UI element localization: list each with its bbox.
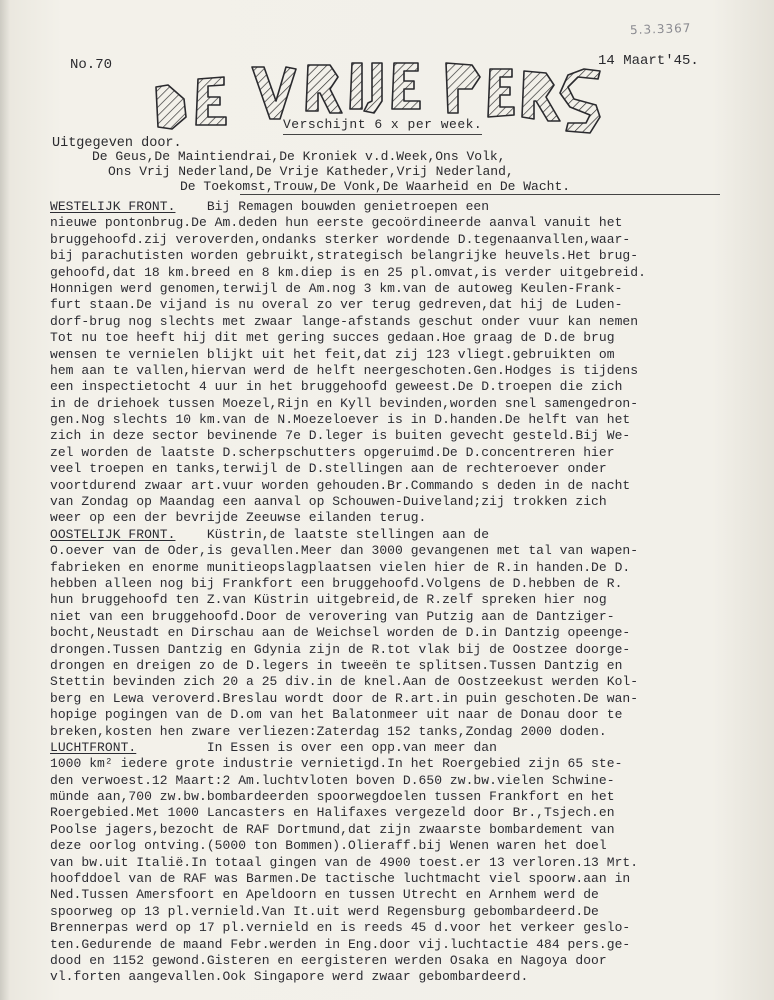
text-line: drongen.Tussen Dantzig en Gdynia zijn de R.tot vlak bij de Oostzee doorge- xyxy=(50,641,631,657)
text-line: fabrieken en enorme munitieopslagplaatsen vielen hier de R.in handen.De D. xyxy=(50,559,631,575)
text-line xyxy=(50,527,730,543)
section-heading: OOSTELIJK FRONT. xyxy=(50,526,176,542)
text-line: veel troepen en tanks,terwijl de D.stellingen aan de rechteroever onder xyxy=(50,461,607,477)
section-heading: WESTELIJK FRONT. xyxy=(50,199,176,214)
text-line: bij parachutisten worden gebruikt,strategisch belangrijke heuvels.Het brug- xyxy=(50,248,639,264)
text-line: Honnigen werd genomen,terwijl de Am.nog 3 km.van de autoweg Keulen-Frank- xyxy=(50,280,623,296)
text-line: hopige pogingen van de D.om van het Balatonmeer uit naar de Donau door te xyxy=(50,707,623,723)
text-line: münde aan,700 zw.bw.bombardeerden spoorwegdoelen tussen Frankfort en het xyxy=(50,789,615,805)
archive-pencil-mark: 5.3.3367 xyxy=(629,20,692,38)
text-line: furt staan.De vijand is nu overal zo ver terug gedreven,dat hij de Luden- xyxy=(50,297,623,313)
text-line xyxy=(50,740,730,756)
header-divider xyxy=(240,194,720,195)
text-line: dorf-brug nog slechts met zwaar lange-afstands geschut onder vuur kan nemen xyxy=(50,313,639,329)
text-line: 1000 km² iedere grote industrie vernietigd.In het Roergebied zijn 65 ste- xyxy=(50,756,623,772)
text-line: zel worden de laatste D.scherpschutters opgeruimd.De D.concentreren hier xyxy=(50,444,615,460)
text-line: drongen en dreigen zo de D.legers in tweeën te splitsen.Tussen Dantzig en xyxy=(50,657,623,673)
text-line: gen.Nog slechts 10 km.van de N.Moezeloever is in D.handen.De helft van het xyxy=(50,412,631,428)
text-line: voortdurend zwaar art.vuur worden gehouden.Br.Commando s deden in de nacht xyxy=(50,477,631,493)
text-line: wensen te vernielen blijkt uit het feit,dat zij 123 vliegt.gebruikten om xyxy=(50,346,615,362)
paper-edge-shadow xyxy=(0,0,10,1000)
text-line: hebben alleen nog bij Frankfort een bruggehoofd.Volgens de D.hebben de R. xyxy=(50,575,623,591)
publisher-line: Ons Vrij Nederland,De Vrije Katheder,Vrij Nederland, xyxy=(108,164,514,179)
issue-number: No.70 xyxy=(70,57,113,73)
section-lead-text: In Essen is over een opp.van meer dan xyxy=(136,739,497,755)
issue-date: 14 Maart'45. xyxy=(598,53,699,69)
section-lead-text: Bij Remagen bouwden genietroepen een xyxy=(175,199,490,214)
text-line: nieuwe pontonbrug.De Am.deden hun eerste gecoördineerde aanval vanuit het xyxy=(50,215,623,231)
text-line xyxy=(50,199,730,215)
text-line: weer op een der bevrijde Zeeuwse eilanden terug. xyxy=(50,510,427,526)
text-line: zich in deze sector bevinende 7e D.leger is buiten gevecht gesteld.Bij We- xyxy=(50,428,631,444)
text-line: ten.Gedurende de maand Febr.werden in Eng.door vij.luchtactie 484 pers.ge- xyxy=(50,936,631,952)
text-line: berg en Lewa veroverd.Breslau wordt door de R.art.in puin geschoten.De wan- xyxy=(50,690,639,706)
text-line: hun bruggehoofd ten Z.van Küstrin uitgebreid,de R.zelf spreken hier nog xyxy=(50,592,607,608)
text-line: Ned.Tussen Amersfoort en Apeldoorn en tussen Utrecht en Arnhem werd de xyxy=(50,887,599,903)
text-line: spoorweg op 13 pl.vernield.Van It.uit werd Regensburg gebombardeerd.De xyxy=(50,903,599,919)
text-line: hem aan te vallen,hiervan werd de helft neergeschoten.Gen.Hodges is tijdens xyxy=(50,362,639,378)
publication-frequency: Verschijnt 6 x per week. xyxy=(283,117,482,135)
publisher-label: Uitgegeven door. xyxy=(52,136,182,151)
text-line: bruggehoofd.zij veroverden,ondanks sterker wordende D.tegenaanvallen,waar- xyxy=(50,231,631,247)
section-heading: LUCHTFRONT. xyxy=(50,739,137,755)
text-line: Roergebied.Met 1000 Lancasters en Halifaxes vergezeld door Br.,Tsjech.en xyxy=(50,805,615,821)
text-line: een inspectietocht 4 uur in het bruggehoofd geweest.De D.troepen die zich xyxy=(50,379,623,395)
text-line: gehoofd,dat 18 km.breed en 8 km.diep is en 25 pl.omvat,is verder uitgebreid. xyxy=(50,264,646,280)
text-line: Stettin bevinden zich 20 a 25 div.in de knel.Aan de Oostzeekust werden Kol- xyxy=(50,674,639,690)
text-line: van bw.uit Italië.In totaal gingen van de 4900 toest.er 13 verloren.13 Mrt. xyxy=(50,854,639,870)
publisher-line: De Geus,De Maintiendrai,De Kroniek v.d.Week,Ons Volk, xyxy=(92,149,506,164)
text-line: in de driehoek tussen Moezel,Rijn en Kyll bevinden,worden snel samengedron- xyxy=(50,395,639,411)
text-line: niet van een bruggehoofd.Door de verovering van Putzig aan de Dantziger- xyxy=(50,608,615,624)
news-body xyxy=(50,199,730,986)
publisher-line: De Toekomst,Trouw,De Vonk,De Waarheid en De Wacht. xyxy=(180,179,571,194)
text-line: bocht,Neustadt en Dirschau aan de Weichsel worden de D.in Dantzig opeenge- xyxy=(50,625,631,641)
text-line: van Zondag op Maandag een aanval op Schouwen-Duiveland;zij trokken zich xyxy=(50,494,607,510)
text-line: Brennerpas werd op 17 pl.vernield en is reeds 45 d.voor het verkeer geslo- xyxy=(50,920,631,936)
text-line: Poolse jagers,bezocht de RAF Dortmund,dat zijn zwaarste bombardement van xyxy=(50,821,615,837)
text-line: O.oever van de Oder,is gevallen.Meer dan 3000 gevangenen met tal van wapen- xyxy=(50,543,639,559)
text-line: Tot nu toe heeft hij dit met gering succes gedaan.Hoe graag de D.de brug xyxy=(50,330,615,346)
text-line: deze oorlog ontving.(5000 ton Bommen).Olieraff.bij Wenen waren het doel xyxy=(50,838,607,854)
text-line: dood en 1152 gewond.Gisteren en eergisteren werden Osaka en Nagoya door xyxy=(50,952,607,968)
section-lead-text: Küstrin,de laatste stellingen aan de xyxy=(175,526,490,542)
text-line: hoofddoel van de RAF was Barmen.De tactische luchtmacht viel spoorw.aan in xyxy=(50,871,631,887)
text-line: vl.forten aangevallen.Ook Singapore werd zwaar gebombardeerd. xyxy=(50,969,529,985)
text-line: breken,kosten hen zware verliezen:Zaterdag 152 tanks,Zondag 2000 doden. xyxy=(50,723,607,739)
text-line: den verwoest.12 Maart:2 Am.luchtvloten boven D.650 zw.bw.vielen Schwine- xyxy=(50,772,615,788)
